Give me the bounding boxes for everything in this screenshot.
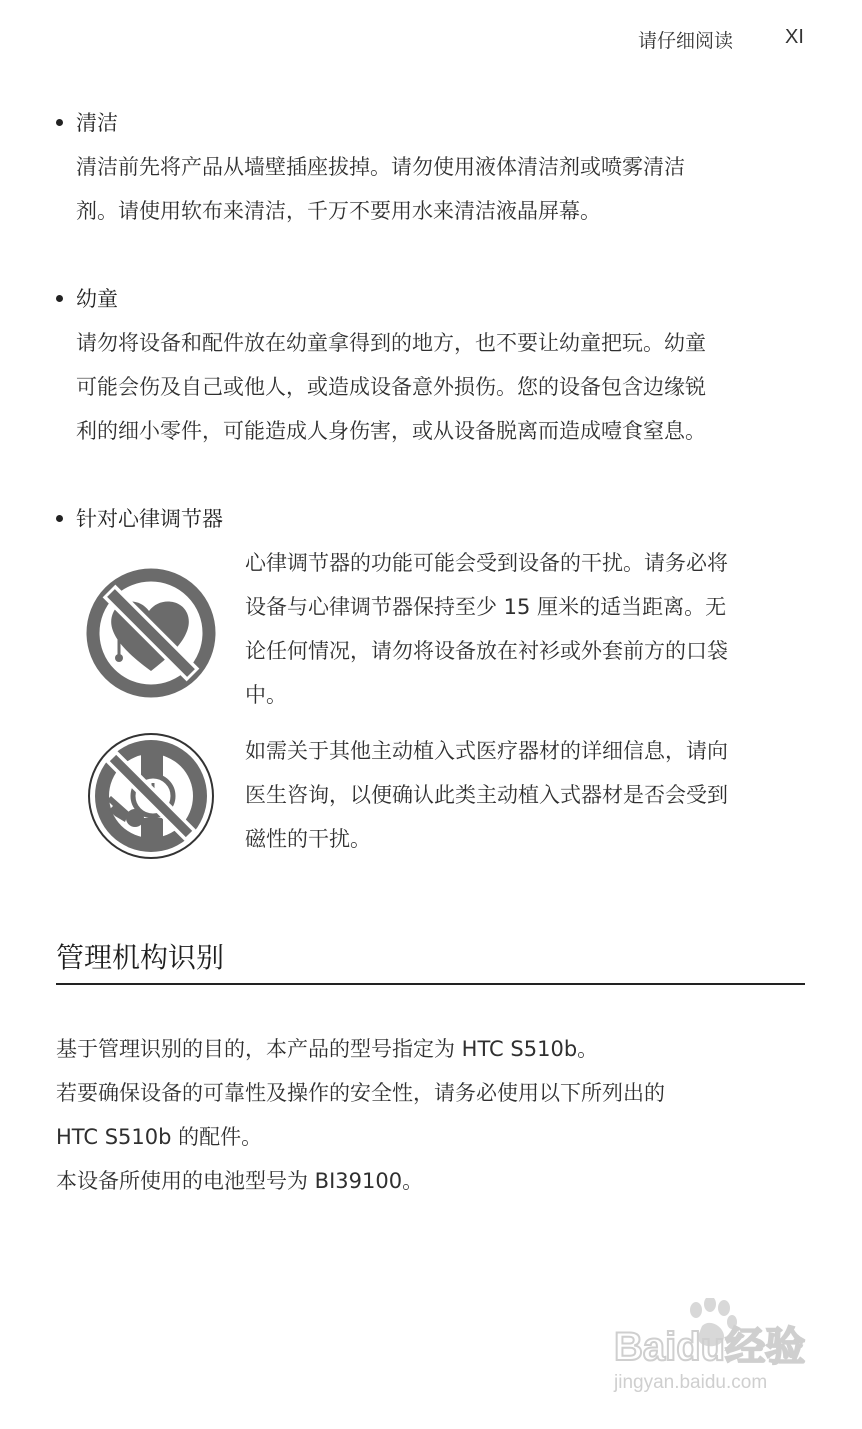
text-line: 可能会伤及自己或他人，或造成设备意外损伤。您的设备包含边缘锐 bbox=[76, 375, 706, 399]
text-line: 医生咨询，以便确认此类主动植入式器材是否会受到 bbox=[245, 783, 728, 807]
bullet-dot bbox=[56, 295, 63, 302]
bullet-dot bbox=[56, 515, 63, 522]
paragraph-cleaning bbox=[76, 145, 806, 233]
heading-children-label: 幼童 bbox=[76, 287, 118, 311]
text-line: 基于管理识别的目的，本产品的型号指定为 HTC S510b。 bbox=[56, 1037, 599, 1061]
bullet-heading-cleaning bbox=[56, 108, 118, 138]
paragraph-pacemaker bbox=[245, 541, 815, 717]
section-divider bbox=[56, 983, 805, 985]
text-line: 清洁前先将产品从墙壁插座拔掉。请勿使用液体清洁剂或喷雾清洁 bbox=[76, 155, 685, 179]
text-line: 磁性的干扰。 bbox=[245, 827, 371, 851]
bullet-heading-pacemaker bbox=[56, 504, 223, 534]
paragraph-implant bbox=[245, 729, 815, 861]
text-line: 利的细小零件，可能造成人身伤害，或从设备脱离而造成噎食窒息。 bbox=[76, 419, 706, 443]
text-line: 心律调节器的功能可能会受到设备的干扰。请务必将 bbox=[245, 551, 728, 575]
baidu-watermark-logo bbox=[612, 1298, 812, 1398]
bullet-dot bbox=[56, 119, 63, 126]
section-title-regulatory: 管理机构识别 bbox=[56, 941, 225, 974]
no-magnetic-implant-icon bbox=[85, 730, 217, 862]
watermark-url: jingyan.baidu.com bbox=[614, 1372, 768, 1393]
header-title: 请仔细阅读 bbox=[638, 30, 734, 52]
text-line: 请勿将设备和配件放在幼童拿得到的地方，也不要让幼童把玩。幼童 bbox=[76, 331, 706, 355]
text-line: 设备与心律调节器保持至少 15 厘米的适当距离。无 bbox=[245, 595, 727, 619]
watermark-brand: Baidu经验 bbox=[614, 1325, 806, 1369]
paragraph-children bbox=[76, 321, 816, 453]
no-pacemaker-icon bbox=[85, 567, 217, 699]
paragraph-regulatory bbox=[56, 1027, 816, 1203]
text-line: 如需关于其他主动植入式医疗器材的详细信息，请向 bbox=[245, 739, 728, 763]
text-line: 本设备所使用的电池型号为 BI39100。 bbox=[56, 1169, 424, 1193]
text-line: 论任何情况，请勿将设备放在衬衫或外套前方的口袋 bbox=[245, 639, 728, 663]
text-line: HTC S510b 的配件。 bbox=[56, 1125, 263, 1149]
text-line: 中。 bbox=[245, 683, 287, 707]
text-line: 若要确保设备的可靠性及操作的安全性，请务必使用以下所列出的 bbox=[56, 1081, 665, 1105]
text-line: 剂。请使用软布来清洁，千万不要用水来清洁液晶屏幕。 bbox=[76, 199, 601, 223]
heading-pacemaker-label: 针对心律调节器 bbox=[76, 507, 223, 531]
page-number: XI bbox=[785, 26, 804, 48]
heading-cleaning-label: 清洁 bbox=[76, 111, 118, 135]
bullet-heading-children bbox=[56, 284, 118, 314]
page-header bbox=[0, 26, 862, 56]
